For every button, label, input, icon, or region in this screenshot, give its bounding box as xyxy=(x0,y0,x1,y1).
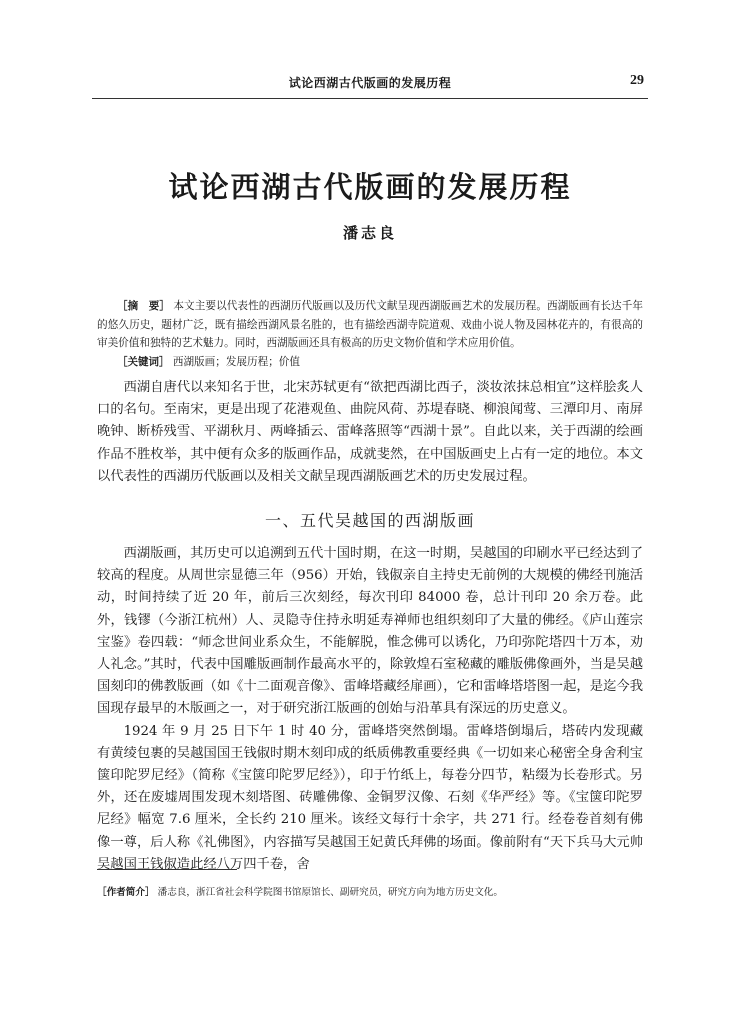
footnote-label: ［作者简介］ xyxy=(97,887,155,898)
running-header xyxy=(92,72,648,99)
intro-paragraph: 西湖自唐代以来知名于世，北宋苏轼更有“欲把西湖比西子，淡妆浓抹总相宜”这样脍炙人口的名句。至南宋，更是出现了花港观鱼、曲院风荷、苏堤春晓、柳浪闻莺、三潭印月、南屏晚钟、断桥残雪、平湖秋月、两峰插云、雷峰落照等“西湖十景”。自此以来，关于西湖的绘画作品不胜枚举，其中便有众多的版画作品，成就斐然，在中国版画史上占有一定的地位。本文以代表性的西湖历代版画以及相关文献呈现西湖版画艺术的历史发展过程。 xyxy=(97,380,643,484)
author-name: 潘志良 xyxy=(342,224,397,242)
keywords-label: ［关键词］ xyxy=(117,355,170,368)
footnote-divider xyxy=(97,869,237,870)
footnote-text: 潘志良，浙江省社会科学院图书馆原馆长、副研究员，研究方向为地方历史文化。 xyxy=(157,887,503,898)
author-footnote xyxy=(97,884,643,898)
running-title: 试论西湖古代版画的发展历程 xyxy=(288,76,452,90)
section-heading: 一、五代吴越国的西湖版画 xyxy=(264,511,475,530)
page-number: 29 xyxy=(630,73,644,88)
keywords xyxy=(97,353,643,372)
article-title: 试论西湖古代版画的发展历程 xyxy=(168,170,572,204)
body-paragraph: 西湖版画，其历史可以追溯到五代十国时期，在这一时期，吴越国的印刷水平已经达到了较高的程度。从周世宗显德三年（956）开始，钱俶亲自主持史无前例的大规模的佛经刊施活动，时间持续了近 20 年，前后三次刻经，每次刊印 84000 卷，总计刊印 20 余万卷。此外，钱镠（今浙江杭州）人、灵隐寺住持永明延寿禅师也组织刻印了大量的佛经。《庐山莲宗宝鉴》卷四载：“师念世间业系众生，不能解脱，惟念佛可以诱化，乃印弥陀塔四十万本，劝人礼念。”其时，代表中国雕版画制作最高水平的，除敦煌石室秘藏的雕版佛像画外，当是吴越国刻印的佛教版画（如《十二面观音像》、雷峰塔藏经扉画），它和雷峰塔塔图一起，是迄今我国现存最早的木版画之一，对于研究浙江版画的创始与沿革具有深远的历史意义。 xyxy=(97,546,643,717)
body-paragraph: 1924 年 9 月 25 日下午 1 时 40 分，雷峰塔突然倒塌。雷峰塔倒塌后，塔砖内发现藏有黄绫包裹的吴越国国王钱俶时期木刻印成的纸质佛教重要经典《一切如来心秘密全身舍利宝箧印陀罗尼经》（简称《宝箧印陀罗尼经》），印于竹纸上，每卷分四节，粘缀为长卷形式。另外，还在废墟周围发现木刻塔图、砖雕佛像、金铜罗汉像、石刻《华严经》等。《宝箧印陀罗尼经》幅宽 7.6 厘米，全长约 210 厘米。该经文每行十余字，共 271 行。经卷卷首刻有佛像一尊，后人称《礼佛图》，内容描写吴越国王妃黄氏拜佛的场面。像前附有“天下兵马大元帅吴越国王钱俶造此经八万四千卷，舍 xyxy=(97,723,643,872)
section1-body xyxy=(97,543,643,876)
keywords-text: 西湖版画；发展历程；价值 xyxy=(172,355,300,368)
intro-section xyxy=(97,377,643,488)
abstract-block xyxy=(97,297,643,371)
abstract xyxy=(97,297,643,353)
abstract-label: ［摘 要］ xyxy=(117,300,170,312)
abstract-text: 本文主要以代表性的西湖历代版画以及历代文献呈现西湖版画艺术的发展历程。西湖版画有长达千年的悠久历史，题材广泛，既有描绘西湖风景名胜的，也有描绘西湖寺院道观、戏曲小说人物及园林花卉的，有很高的审美价值和独特的艺术魅力。同时，西湖版画还具有极高的历史文物价值和学术应用价值。 xyxy=(97,300,644,349)
